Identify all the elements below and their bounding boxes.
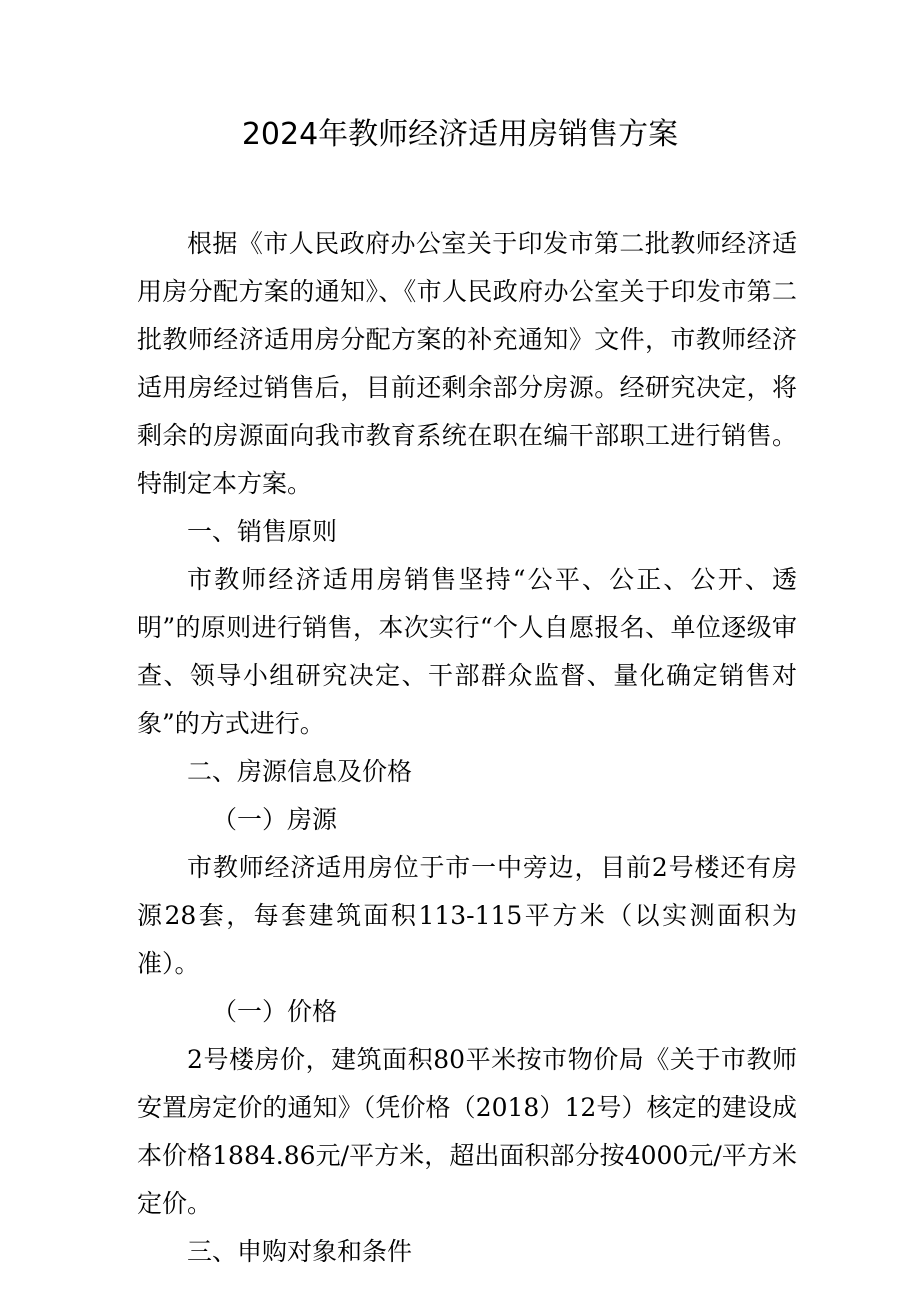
principles-paragraph: 市教师经济适用房销售坚持“公平、公正、公开、透明”的原则进行销售，本次实行“个人自愿报名、单位逐级审查、领导小组研究决定、干部群众监督、量化确定销售对象”的方式进行。 <box>137 565 797 738</box>
section-heading-applicants: 三、申购对象和条件 <box>187 1237 413 1266</box>
price-paragraph: 2号楼房价，建筑面积80平米按市物价局《关于市教师安置房定价的通知》（凭价格（2018）12号）核定的建设成本价格1884.86元/平方米，超出面积部分按4000元/平方米定价。 <box>137 1045 797 1218</box>
housing-paragraph: 市教师经济适用房位于市一中旁边，目前2号楼还有房源28套，每套建筑面积113-115平方米（以实测面积为准）。 <box>137 853 797 978</box>
section-heading-housing-info: 二、房源信息及价格 <box>187 757 413 786</box>
subsection-heading-housing: （一）房源 <box>212 805 338 834</box>
document-title: 2024年教师经济适用房销售方案 <box>241 117 679 152</box>
document-body <box>137 220 797 1276</box>
section-heading-principles: 一、销售原则 <box>187 517 338 546</box>
subsection-heading-price: （一）价格 <box>212 997 338 1026</box>
intro-paragraph: 根据《市人民政府办公室关于印发市第二批教师经济适用房分配方案的通知》、《市人民政府办公室关于印发市第二批教师经济适用房分配方案的补充通知》文件，市教师经济适用房经过销售后，目前还剩余部分房源。经研究决定，将剩余的房源面向我市教育系统在职在编干部职工进行销售。特制定本方案。 <box>137 229 797 498</box>
